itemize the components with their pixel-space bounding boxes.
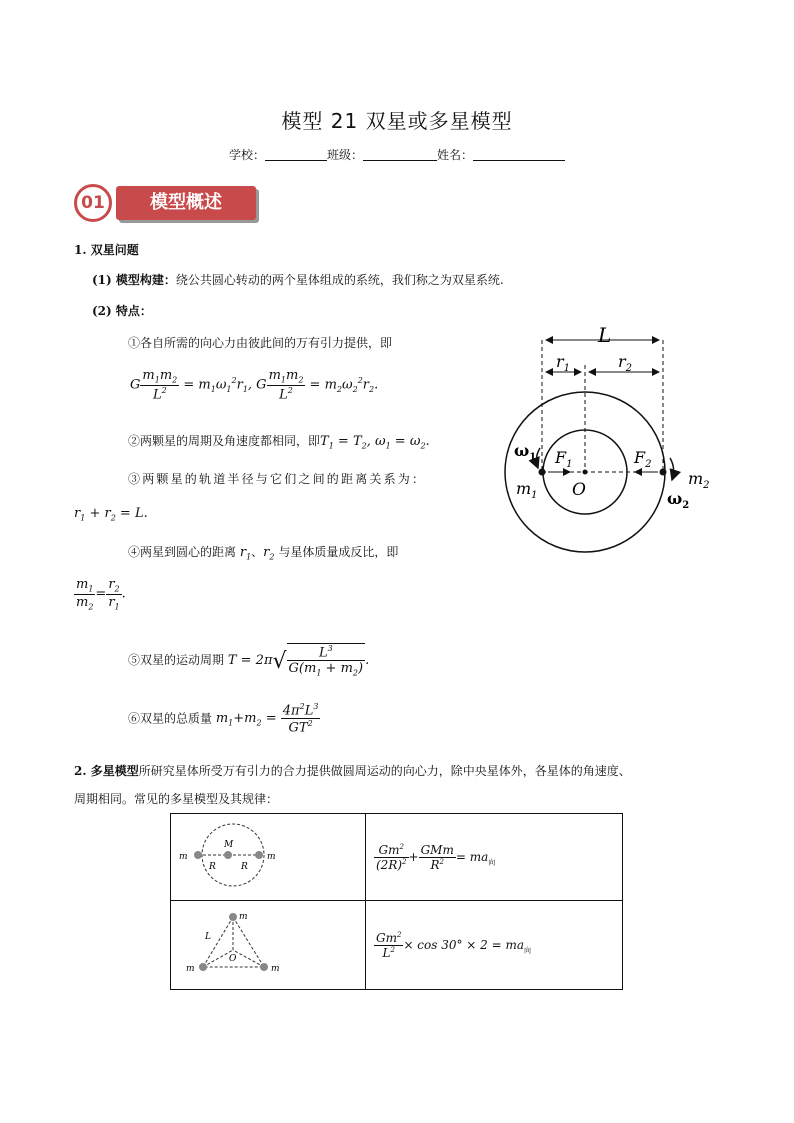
- three-star-triangle-diagram: [171, 901, 365, 985]
- table-cell-formula-2: [366, 901, 623, 990]
- class-label: 班级：: [326, 148, 363, 162]
- w2-sub: 2: [682, 500, 690, 511]
- label-O: O: [572, 480, 586, 500]
- dash-right: [233, 950, 264, 967]
- feature-3: ③两颗星的轨道半径与它们之间的距离关系为：: [128, 472, 427, 486]
- sec2-text1: 所研究星体所受万有引力的合力提供做圆周运动的向心力，除中央星体外，各星体的角速度、: [138, 764, 631, 778]
- w1-sub: 1: [529, 452, 537, 463]
- label-R-right: R: [241, 862, 248, 872]
- feature-5: ⑤双星的运动周期 T = 2π√ $\frac{L^3}{G(m_1 + m_2)}$ .: [128, 644, 370, 678]
- w2-arrow: [670, 458, 674, 480]
- F1-sub: 1: [566, 459, 573, 470]
- F2-sub: 2: [645, 459, 652, 470]
- F1-base: F: [555, 448, 567, 467]
- p1-text: 绕公共圆心转动的两个星体组成的系统，我们称之为双星系统.: [175, 273, 504, 287]
- feature-5-text: ⑤双星的运动周期: [128, 652, 225, 667]
- star-bottom-left: [199, 963, 207, 971]
- banner-label: 模型概述: [116, 186, 256, 220]
- feature-4-post: 与星体质量成反比，即: [278, 545, 399, 559]
- table-row: [171, 814, 623, 901]
- student-info: [0, 146, 794, 163]
- star-bottom-right: [260, 963, 268, 971]
- F2-base: F: [634, 448, 646, 467]
- sec2-heading: 2. 多星模型: [74, 764, 139, 778]
- label-F1: [554, 448, 572, 470]
- w1-base: ω: [514, 441, 530, 460]
- feature-1: ①各自所需的向心力由彼此间的万有引力提供，即: [128, 336, 393, 350]
- r2-base: r: [618, 352, 626, 371]
- school-blank: [265, 148, 327, 161]
- formula-ratio: $\frac{m_1}{m_2}$ = $\frac{r_2}{r_1}$ .: [76, 577, 126, 612]
- sec2-line1: [74, 762, 631, 779]
- banner-number: 01: [74, 184, 112, 222]
- feature-4: ④两星到圆心的距离 $r_1$、$r_2$ 与星体质量成反比，即: [128, 545, 399, 562]
- label-F2: [633, 448, 651, 470]
- label-L: L: [598, 323, 612, 347]
- formula-gravity: G $\frac{m_1m_2}{L^2}$ = $m_1\omega_1^2r_1$, G $\frac{m_1m_2}{L^2}$ = $m_2\omega_2^2r_2$.: [130, 368, 379, 402]
- label-m2: [688, 469, 710, 491]
- m2-sub: 2: [703, 480, 710, 491]
- star-m1: [539, 469, 546, 476]
- label-m-right: m: [267, 852, 276, 862]
- school-label: 学校：: [228, 148, 265, 162]
- label-R-left: R: [209, 862, 216, 872]
- feature-6: ⑥双星的总质量 $m_1+m_2$ = $\frac{4\pi^2L^3}{GT^2}$: [128, 702, 319, 736]
- m1-sub: 1: [531, 490, 538, 501]
- r2-sub: 2: [625, 363, 633, 374]
- label-M: M: [224, 840, 234, 850]
- binary-star-diagram: [500, 320, 720, 565]
- sec2-text2: 周期相同。常见的多星模型及其规律：: [74, 792, 279, 806]
- feature-2: ②两颗星的周期及角速度都相同，即$T_1 = T_2$, $\omega_1 = \omega_2$.: [128, 434, 430, 451]
- table-cell-formula-1: [366, 814, 623, 901]
- label-r1: [556, 352, 570, 374]
- label-r2: [618, 352, 632, 374]
- multi-star-table: [170, 813, 623, 990]
- three-star-line-diagram: [171, 814, 365, 896]
- section-banner: [74, 182, 260, 224]
- star-center: [224, 851, 232, 859]
- formula-distance: $r_1 + r_2 = L$.: [74, 506, 148, 523]
- p2-label: (2) 特点：: [92, 304, 152, 318]
- label-w2: [667, 489, 689, 511]
- w2-base: ω: [667, 489, 683, 508]
- class-blank: [363, 148, 437, 161]
- label-m-left: m: [186, 964, 195, 974]
- star-right: [255, 851, 263, 859]
- star-left: [194, 851, 202, 859]
- label-w1: [514, 441, 536, 463]
- label-L: L: [205, 932, 211, 942]
- formula-triangle: $\frac{Gm^2}{L^2}$ × $\cos 30^\circ \times 2 = ma_向$: [376, 930, 532, 960]
- p1: [92, 271, 504, 288]
- r1-sub: 1: [563, 363, 571, 374]
- name-label: 姓名：: [437, 148, 474, 162]
- label-m-right: m: [271, 964, 280, 974]
- p1-label: (1) 模型构建：: [92, 273, 176, 287]
- label-m-left: m: [179, 852, 188, 862]
- label-m1: [516, 479, 538, 501]
- table-row: [171, 901, 623, 990]
- r1-base: r: [556, 352, 564, 371]
- feature-6-text: ⑥双星的总质量: [128, 711, 213, 726]
- formula-three-line: $\frac{Gm^2}{(2R)^2}$ + $\frac{\text{GMm}}{R^2}$ = $ma_向$: [376, 842, 496, 872]
- m2-base: m: [688, 469, 704, 488]
- table-cell-diagram-2: [171, 901, 366, 990]
- feature-4-pre: ④两星到圆心的距离: [128, 545, 237, 559]
- table-cell-diagram-1: [171, 814, 366, 901]
- label-m-top: m: [239, 912, 248, 922]
- name-blank: [473, 148, 565, 161]
- feature-2-text: ②两颗星的周期及角速度都相同，即: [128, 434, 321, 448]
- subscript-xiang: 向: [488, 857, 496, 866]
- w1-arrow: [536, 448, 540, 468]
- center-point: [583, 470, 588, 475]
- feature-4-mid: 、: [251, 545, 264, 559]
- star-top: [229, 913, 237, 921]
- subscript-xiang: 向: [524, 945, 532, 954]
- m1-base: m: [516, 479, 532, 498]
- star-m2: [660, 469, 667, 476]
- label-O: O: [229, 954, 237, 964]
- sec1-heading: 1. 双星问题: [74, 243, 139, 257]
- page-title: 模型 21 双星或多星模型: [281, 109, 513, 133]
